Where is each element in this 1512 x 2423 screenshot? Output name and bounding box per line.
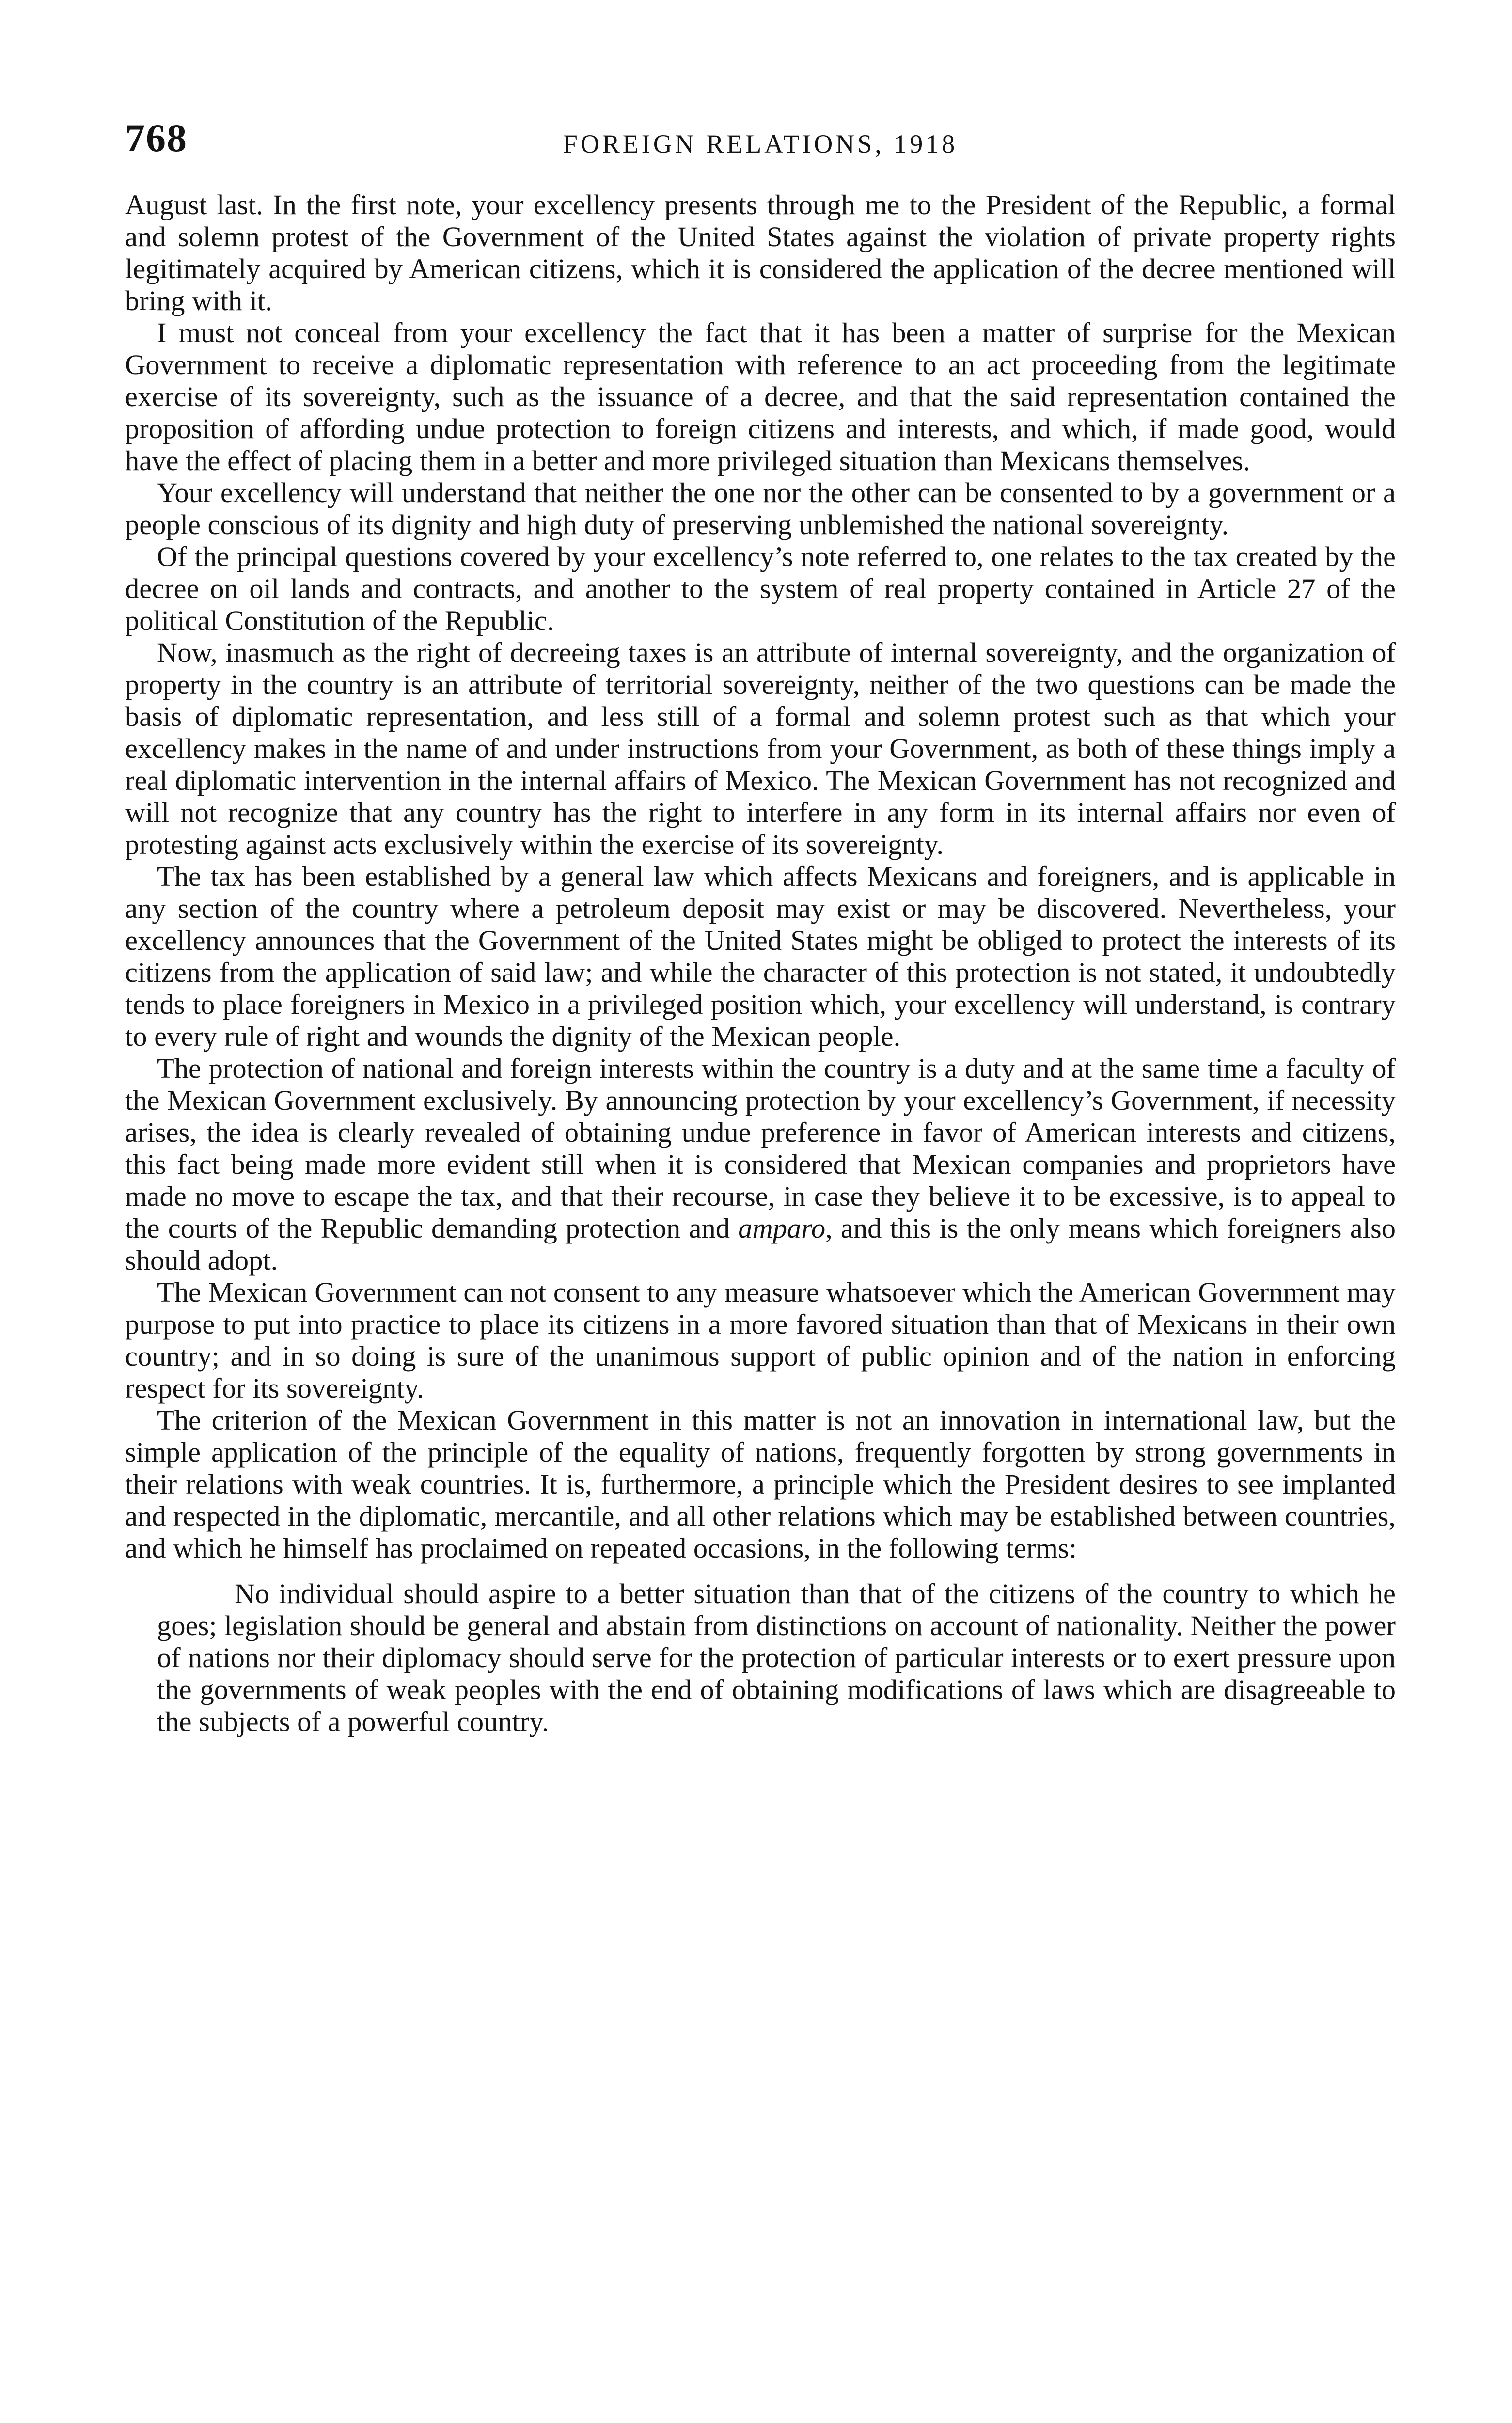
paragraph-6: The tax has been established by a general law which affects Mexicans and foreigners, and is applicable in any section of the country where a petroleum deposit may exist or may be discovered. Nevertheless, your excellency announces that the Government of the United States might be obliged to protect the interests of its citizens from the application of said law; and while the character of this protection is not stated, it undoubtedly tends to place foreigners in Mexico in a privileged position which, your excellency will understand, is contrary to every rule of right and wounds the dignity of the Mexican people. bbox=[125, 861, 1396, 1052]
paragraph-4: Of the principal questions covered by your excellency’s note referred to, one relates to the tax created by the decree on oil lands and contracts, and another to the system of real property contained in Article 27 of the political Constitution of the Republic. bbox=[125, 541, 1396, 636]
page-number: 768 bbox=[125, 116, 188, 160]
paragraph-9: The criterion of the Mexican Government in this matter is not an innovation in international law, but the simple application of the principle of the equality of nations, frequently forgotten by strong governments in their relations with weak countries. It is, furthermore, a principle which the President desires to see implanted and respected in the diplomatic, mercantile, and all other relations which may be established between countries, and which he himself has proclaimed on repeated occasions, in the following terms: bbox=[125, 1404, 1396, 1564]
document-page bbox=[125, 110, 1396, 2417]
paragraph-1: August last. In the first note, your excellency presents through me to the President of the Republic, a formal and solemn protest of the Government of the United States against the violation of private property rights legitimately acquired by American citizens, which it is considered the application of the decree mentioned will bring with it. bbox=[125, 189, 1396, 316]
paragraph-7-italic-term: amparo bbox=[738, 1212, 826, 1244]
paragraph-7-text: The protection of national and foreign interests within the country is a duty and at the same time a faculty of the Mexican Government exclusively. By announcing protection by your excellency’s Government, if necessity arises, the idea is clearly revealed of obtaining undue preference in favor of American interests and citizens, this fact being made more evident still when it is considered that Mexican companies and proprietors have made no move to escape the tax, and that their recourse, in case they believe it to be excessive, is to appeal to the courts of the Republic demanding protection and bbox=[125, 1053, 1396, 1244]
block-quote: No individual should aspire to a better situation than that of the citizens of the country to which he goes; legislation should be general and abstain from distinctions on account of nationality. Neither the power of nations nor their diplomacy should serve for the protection of particular interests or to exert pressure upon the governments of weak peoples with the end of obtaining modifications of laws which are disagreeable to the subjects of a powerful country. bbox=[157, 1578, 1396, 1737]
paragraph-3: Your excellency will understand that neither the one nor the other can be consented to by a government or a people conscious of its dignity and high duty of preserving unblemished the national sovereignty. bbox=[125, 477, 1396, 540]
paragraph-7 bbox=[125, 1053, 1396, 1276]
paragraph-8: The Mexican Government can not consent to any measure whatsoever which the American Government may purpose to put into practice to place its citizens in a more favored situation than that of Mexicans in their own country; and in so doing is sure of the unanimous support of public opinion and of the nation in enforcing respect for its sovereignty. bbox=[125, 1276, 1396, 1404]
paragraph-7-tail: , and this is the only means which foreigners also should adopt. bbox=[125, 1212, 1396, 1276]
paragraph-2: I must not conceal from your excellency the fact that it has been a matter of surprise for the Mexican Government to receive a diplomatic representation with reference to an act proceeding from the legitimate exercise of its sovereignty, such as the issuance of a decree, and that the said representation contained the proposition of affording undue protection to foreign citizens and interests, and which, if made good, would have the effect of placing them in a better and more privileged situation than Mexicans themselves. bbox=[125, 317, 1396, 476]
running-head: FOREIGN RELATIONS, 1918 bbox=[563, 129, 958, 158]
paragraph-5: Now, inasmuch as the right of decreeing taxes is an attribute of internal sovereignty, and the organization of property in the country is an attribute of territorial sovereignty, neither of the two questions can be made the basis of diplomatic representation, and less still of a formal and solemn protest such as that which your excellency makes in the name of and under instructions from your Government, as both of these things imply a real diplomatic intervention in the internal affairs of Mexico. The Mexican Government has not recognized and will not recognize that any country has the right to interfere in any form in its internal affairs nor even of protesting against acts exclusively within the exercise of its sovereignty. bbox=[125, 637, 1396, 860]
body-text bbox=[125, 189, 1396, 1738]
page-header bbox=[125, 110, 1396, 169]
